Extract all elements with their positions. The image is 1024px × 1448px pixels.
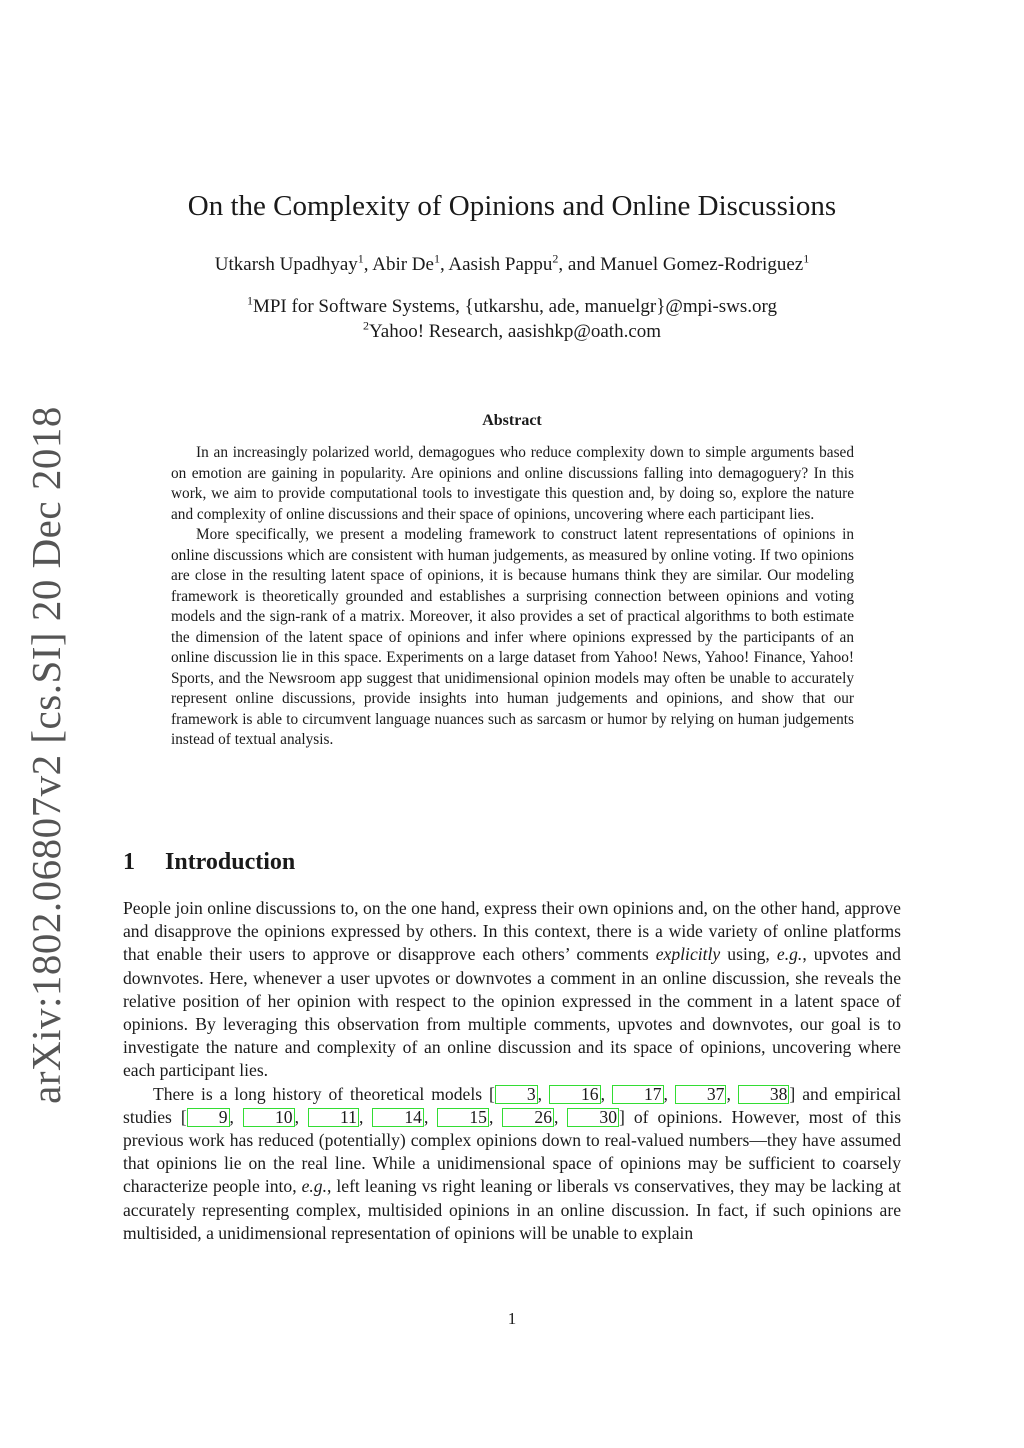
author-affiliation-mark: 1 <box>433 251 440 266</box>
abstract-heading: Abstract <box>482 412 542 429</box>
affiliation-line <box>120 294 904 319</box>
author-separator: , <box>439 254 449 275</box>
page-number: 1 <box>507 1309 517 1328</box>
emphasis: e.g. <box>301 1176 327 1197</box>
abstract-paragraph: In an increasingly polarized world, demagogues who reduce complexity down to simple arguments based on emotion are gaining in popularity. Are opinions and online discussions falling into demagoguery? In this work, we aim to provide computational tools to investigate this question and, by doing so, explore the nature and complexity of online discussions and their space of opinions, uncovering where each participant lies. <box>171 444 854 523</box>
author-list <box>120 251 904 276</box>
section-heading <box>123 849 295 876</box>
author-affiliation-mark: 1 <box>803 251 810 266</box>
paper-title: On the Complexity of Opinions and Online Discussions <box>187 190 837 222</box>
emphasis: e.g. <box>776 944 803 965</box>
citation-link[interactable]: 14 <box>372 1108 424 1127</box>
citation-link[interactable]: 37 <box>675 1085 727 1104</box>
emphasis: explicitly <box>655 944 721 965</box>
section-title: Introduction <box>165 849 296 875</box>
affiliation-mark: 2 <box>362 318 369 333</box>
affiliation-line <box>120 319 904 344</box>
section-number: 1 <box>123 849 135 875</box>
arxiv-sidebar-stamp <box>20 406 72 1104</box>
citation-link[interactable]: 9 <box>187 1108 230 1127</box>
citation-link[interactable]: 10 <box>243 1108 295 1127</box>
citation-link[interactable]: 17 <box>612 1085 664 1104</box>
abstract-paragraph: More specifically, we present a modeling framework to construct latent representations of opinions in online discussions which are consistent with human judgements, as measured by online voting. If two opinions are close in the resulting latent space of opinions, it is because humans think they are similar. Our modeling framework is theoretically grounded and establishes a surprising connection between opinions and voting models and the sign-rank of a matrix. Moreover, it also provides a set of practical algorithms to both estimate the dimension of the latent space of opinions and infer where opinions expressed by the participants of an online discussion lie in this space. Experiments on a large dataset from Yahoo! News, Yahoo! Finance, Yahoo! Sports, and the Newsroom app suggest that unidimensional opinion models may often be unable to accurately represent online discussions, provide insights into human judgements and opinions, and show that our framework is able to circumvent language nuances such as sarcasm or humor by relying on human judgements instead of textual analysis. <box>171 526 854 748</box>
abstract-body <box>171 443 854 751</box>
text-run: People join online discussions to, on the one hand, express their own opinions and, on the other hand, approve and disapprove the opinions expressed by others. In this context, there is a wide variety of online platforms that enable their users to approve or disapprove each others’ comments <box>123 898 901 965</box>
citation-link[interactable]: 26 <box>502 1108 554 1127</box>
body-paragraph: There is a long history of theoretical models [ 3 , 16 , 17 , 37 , 38 ] and empirical studies [ 9 , 10 , 11 , 14 , 15 , 26 , 30 ] of opinions. However, most of this previous work has reduced (potentially) complex opinions down to real-valued numbers—they have assumed that opinions lie on the real line. While a unidimensional space of opinions may be sufficient to coarsely characterize people into, e.g., left leaning vs right leaning or liberals vs conservatives, they may be lacking at accurately representing complex, multisided opinions in an online discussion. In fact, if such opinions are multisided, a unidimensional representation of opinions will be unable to explain <box>123 1083 902 1243</box>
citation-link[interactable]: 30 <box>567 1108 619 1127</box>
author: Abir De <box>372 254 434 275</box>
text-run: , left leaning vs right leaning or liberals vs conservatives, they may be lacking at accurately representing complex, multisided opinions in an online discussion. In fact, if such opinions are multisided, a unidimensional representation of opinions will be unable to explain <box>123 1176 901 1243</box>
affiliation-text: MPI for Software Systems, {utkarshu, ade, manuelgr}@mpi-sws.org <box>252 296 778 317</box>
author: Manuel Gomez-Rodriguez <box>600 254 804 275</box>
citation-link[interactable]: 3 <box>495 1085 538 1104</box>
affiliation-mark: 1 <box>246 293 253 308</box>
affiliations <box>120 294 904 344</box>
citation-link[interactable]: 16 <box>549 1085 601 1104</box>
citation-link[interactable]: 15 <box>437 1108 489 1127</box>
author-separator: , and <box>558 254 601 275</box>
author: Utkarsh Upadhyay <box>214 254 358 275</box>
author-affiliation-mark: 1 <box>357 251 364 266</box>
citation-link[interactable]: 11 <box>308 1108 359 1127</box>
introduction-body <box>123 897 901 1245</box>
text-run: and empirical studies <box>123 1083 901 1127</box>
citation-link[interactable]: 38 <box>738 1085 790 1104</box>
text-run: using, <box>720 944 777 965</box>
text-run: , upvotes and downvotes. Here, whenever a user upvotes or downvotes a comment in an online discussion, she reveals the relative position of her opinion with respect to the opinion expressed in the comment in a latent space of opinions. By leveraging this observation from multiple comments, upvotes and downvotes, our goal is to investigate the nature and complexity of an online discussion and its space of opinions, uncovering where each participant lies. <box>123 944 901 1081</box>
text-run: There is a long history of theoretical models <box>153 1083 489 1104</box>
author-affiliation-mark: 2 <box>552 251 559 266</box>
arxiv-identifier: arXiv:1802.06807v2 [cs.SI] 20 Dec 2018 <box>23 406 69 1104</box>
text-run: of opinions. However, most of this previous work has reduced (potentially) complex opinions down to real-valued numbers—they have assumed that opinions lie on the real line. While a unidimensional space of opinions may be sufficient to coarsely characterize people into, <box>123 1106 902 1197</box>
author: Aasish Pappu <box>448 254 553 275</box>
affiliation-text: Yahoo! Research, aasishkp@oath.com <box>368 321 662 342</box>
author-separator: , <box>363 254 373 275</box>
body-paragraph <box>123 897 901 1083</box>
